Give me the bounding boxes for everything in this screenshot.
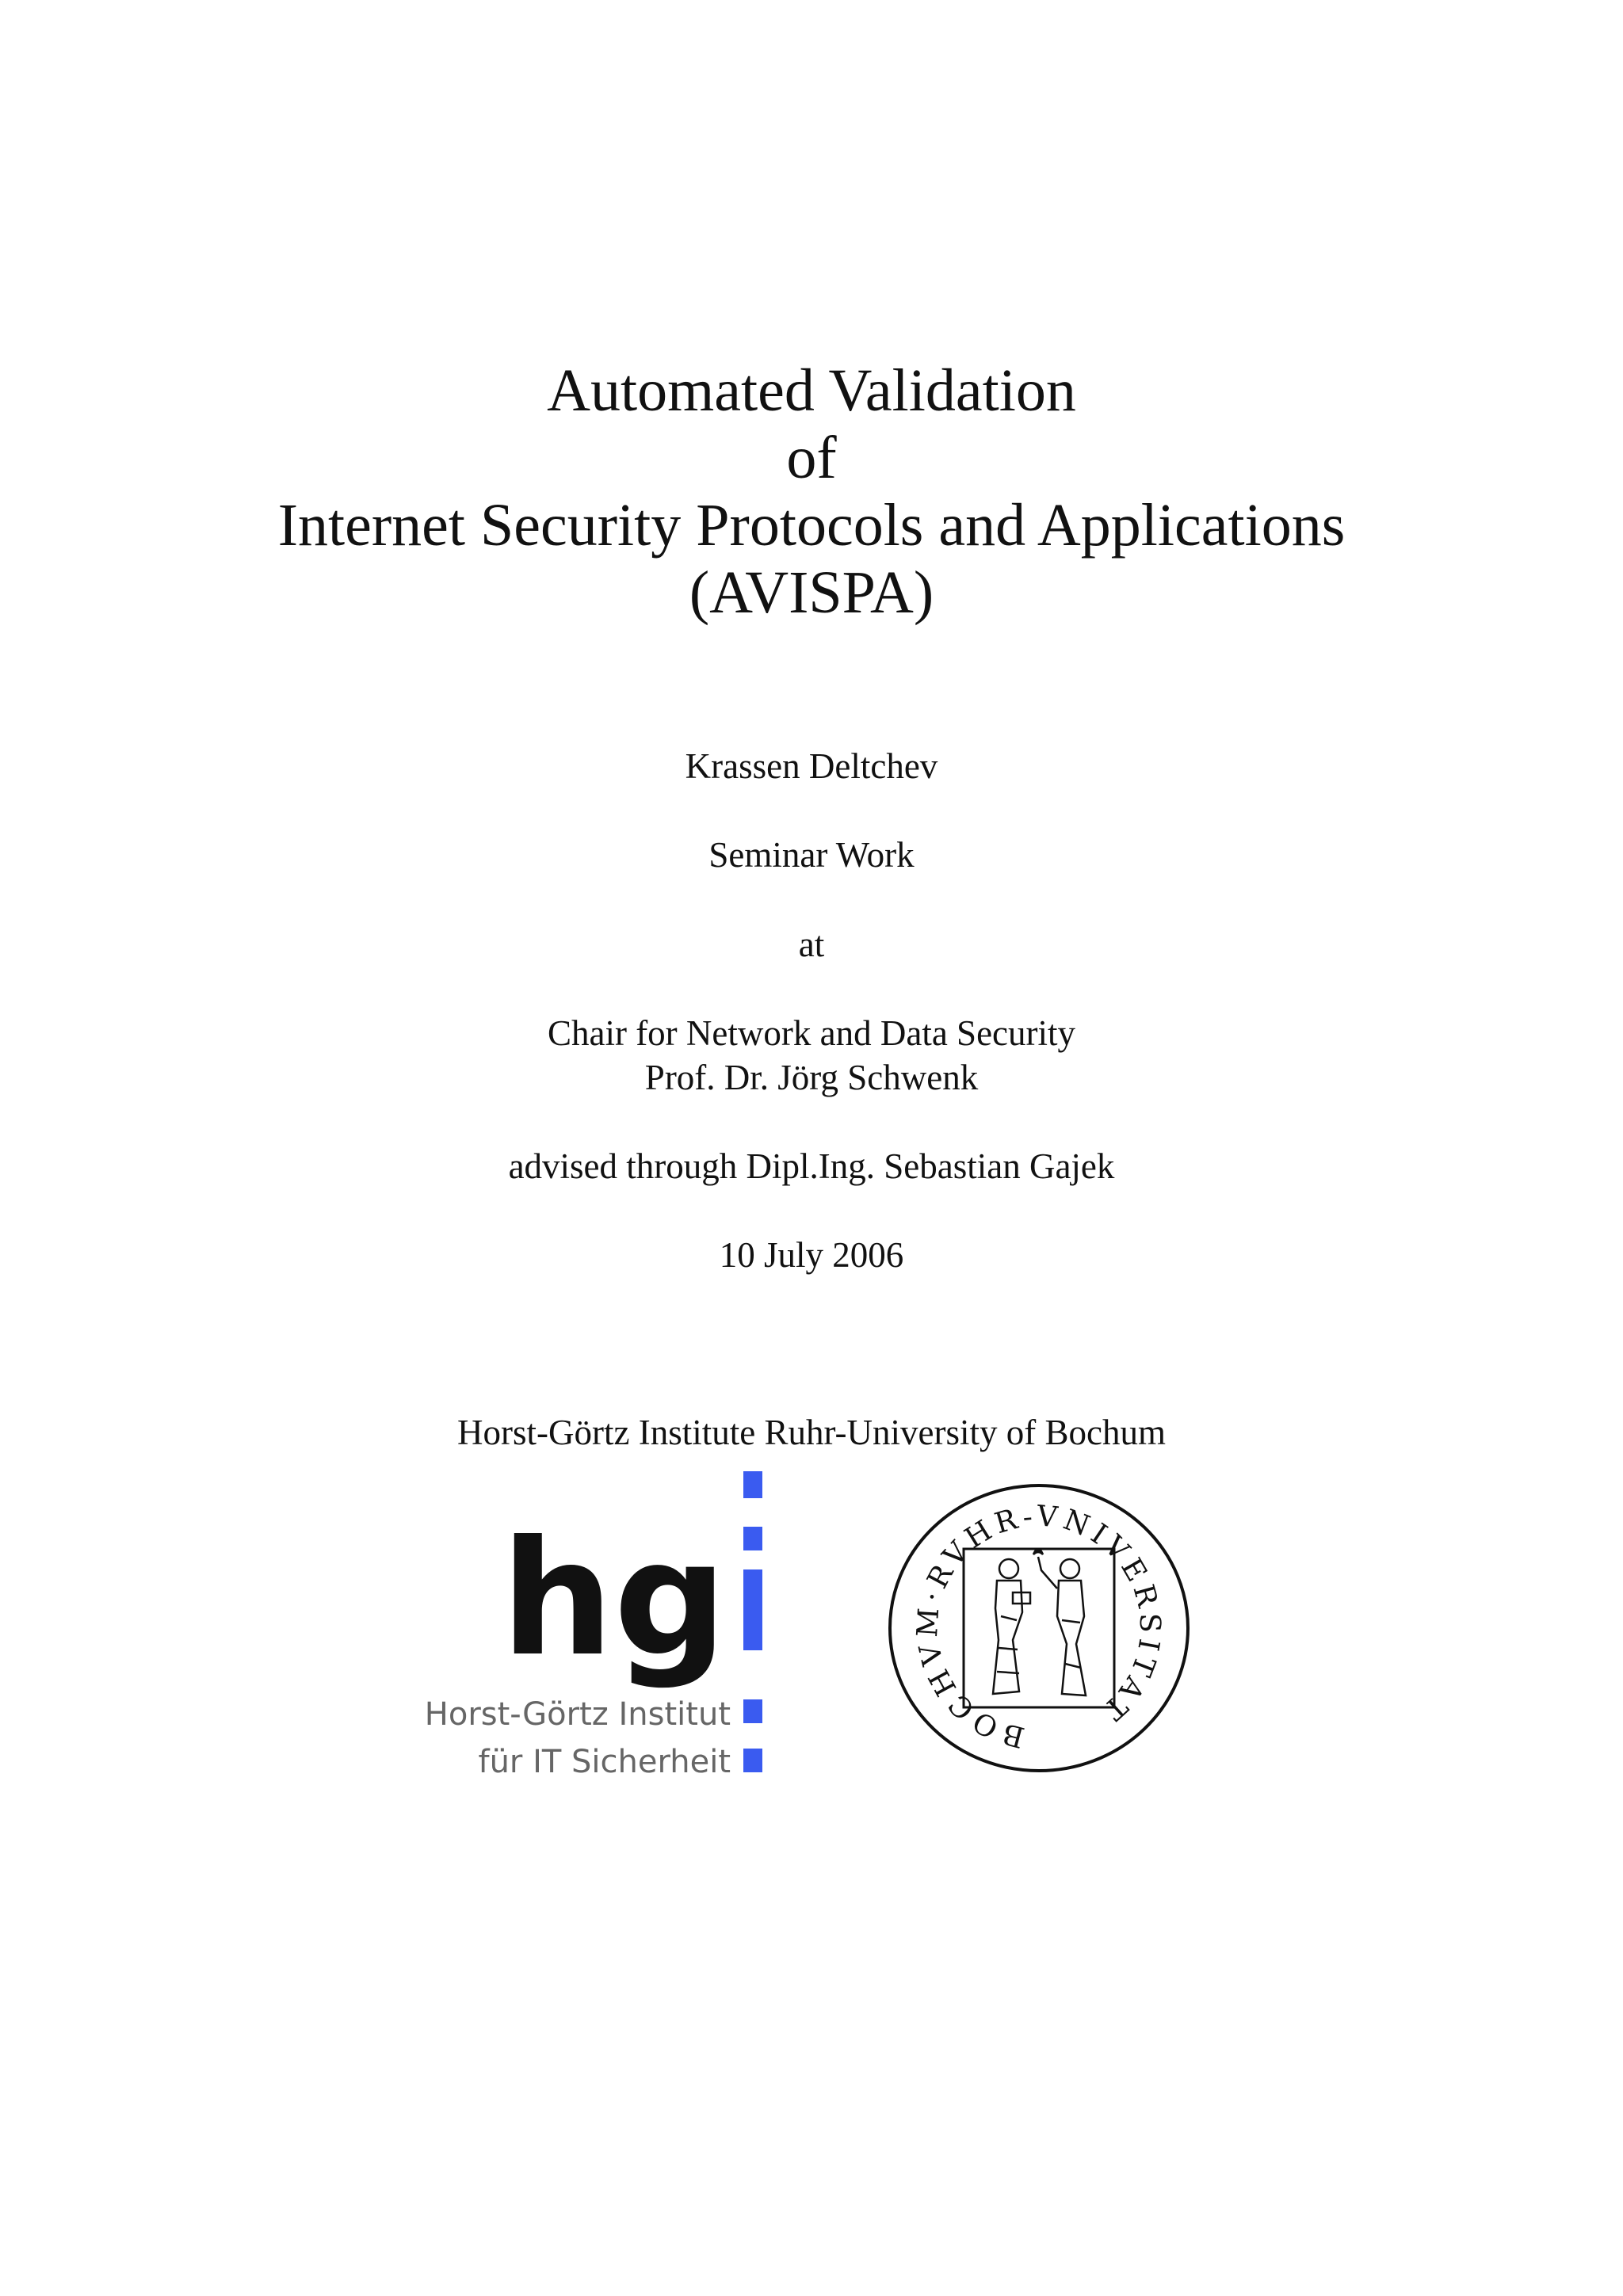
hgi-line-2: für IT Sicherheit <box>478 1744 731 1780</box>
chair-name: Chair for Network and Data Security <box>547 1013 1076 1053</box>
seal-inner-frame <box>964 1549 1114 1707</box>
hgi-accent-bar-middle <box>743 1527 762 1550</box>
institute-line: Horst-Görtz Institute Ruhr-University of Bochum <box>457 1413 1166 1452</box>
seal-right-figure <box>1033 1549 1086 1695</box>
advisor-line: advised through Dipl.Ing. Sebastian Gajek <box>508 1146 1115 1186</box>
hgi-accent-square-2 <box>743 1749 762 1772</box>
seal-left-figure <box>993 1559 1030 1694</box>
hgi-line-1: Horst-Görtz Institut <box>424 1696 731 1733</box>
hgi-wordmark-text: hg <box>501 1507 727 1691</box>
title-line-4: (AVISPA) <box>689 559 934 626</box>
seal-ring-text: BOCHVM·RVHR-VNIVERSITAT <box>911 1500 1167 1754</box>
hgi-wordmark <box>501 1471 762 1691</box>
title-line-2: of <box>786 425 837 491</box>
at-label: at <box>798 925 825 964</box>
title-line-3: Internet Security Protocols and Applications <box>277 492 1346 559</box>
hgi-accent-square-1 <box>743 1699 762 1723</box>
author-name: Krassen Deltchev <box>685 746 938 786</box>
professor-name: Prof. Dr. Jörg Schwenk <box>644 1058 979 1097</box>
rub-seal-logo <box>886 1482 1192 1775</box>
hgi-logo <box>420 1470 769 1787</box>
hgi-accent-bar-stem <box>743 1569 762 1650</box>
date-line: 10 July 2006 <box>719 1235 904 1275</box>
title-line-1: Automated Validation <box>547 357 1076 424</box>
work-type: Seminar Work <box>708 835 915 875</box>
hgi-accent-bar-top <box>743 1471 762 1498</box>
